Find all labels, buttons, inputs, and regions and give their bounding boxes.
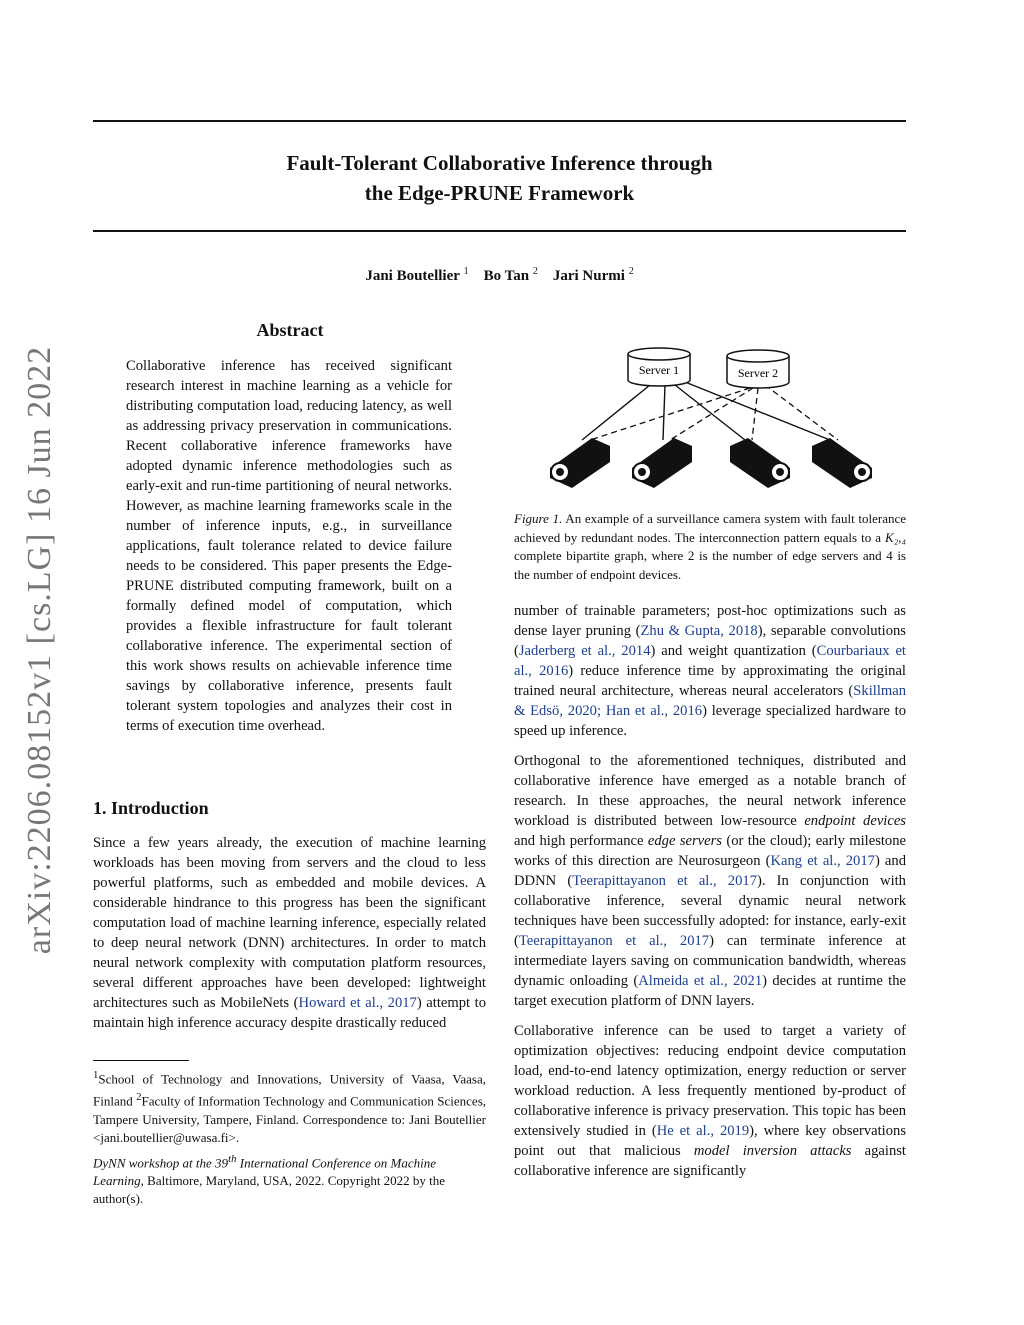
camera-icon bbox=[632, 438, 692, 488]
workshop-note: DyNN workshop at the 39th International Conference on Machine Learning, Baltimore, Maryland, USA, 2022. Copyright 2022 by the author(s). bbox=[93, 1153, 446, 1207]
citation-link[interactable]: He et al., 2019 bbox=[656, 1123, 750, 1139]
bottom-title-rule bbox=[93, 230, 906, 232]
title-line-1: Fault-Tolerant Collaborative Inference through bbox=[286, 151, 713, 175]
citation-link[interactable]: Howard et al., 2017 bbox=[298, 995, 417, 1011]
server2-label: Server 2 bbox=[737, 366, 779, 380]
abstract-heading: Abstract bbox=[256, 320, 324, 340]
author-name: Jari Nurmi bbox=[552, 268, 625, 284]
figure-label: Figure 1. bbox=[514, 511, 563, 526]
figure-surveillance-diagram bbox=[540, 340, 880, 500]
author-name: Bo Tan bbox=[483, 268, 530, 284]
affiliation-footnote: $^1$School of Technology and Innovations, University of Vaasa, Vaasa, Finland $^2$Faculty of Information Technology and Communication Sciences, Tampere University, Tampere, Finland. Correspondence to: Jani Boutellier <jani.boutellier@uwasa.fi>. bbox=[93, 1069, 487, 1145]
math-k24: K₂,₄ bbox=[885, 529, 906, 545]
citation-link[interactable]: Skillman & Edsö, 2020; Han et al., 2016 bbox=[514, 683, 906, 719]
arxiv-stamp: arXiv:2206.08152v1 [cs.LG] 16 Jun 2022 bbox=[21, 345, 58, 955]
camera-icon bbox=[730, 438, 790, 488]
server1-icon bbox=[628, 348, 690, 386]
figure-caption: Figure 1. An example of a surveillance camera system with fault tolerance achieved by redundant nodes. The interconnection pattern equals to a K₂,₄ complete bipartite graph, where 2 is the number of edge servers and 4 is the number of endpoint devices. bbox=[514, 511, 906, 582]
affiliation-mark: 2 bbox=[628, 266, 634, 277]
introduction-body bbox=[93, 833, 486, 1043]
top-rule bbox=[93, 120, 906, 122]
body-paragraph: Orthogonal to the aforementioned techniques, distributed and collaborative inference have emerged as a notable branch of research. In these approaches, the neural network inference workload is distributed between low-resource endpoint devices and high performance edge servers (or the cloud); early milestone works of this direction are Neurosurgeon (Kang et al., 2017) and DDNN (Teerapittayanon et al., 2017). In conjunction with collaborative inference, several dynamic neural network techniques have been successfully adopted: for instance, early-exit (Teerapittayanon et al., 2017) can terminate inference at intermediate layers saving on communication bandwidth, whereas dynamic onloading (Almeida et al., 2021) decides at runtime the target execution platform of DNN layers. bbox=[514, 753, 907, 1009]
section-heading-introduction: 1. Introduction bbox=[93, 798, 209, 818]
right-column-body bbox=[514, 601, 906, 1191]
citation-link[interactable]: Jaderberg et al., 2014 bbox=[518, 643, 651, 659]
title-line-2: the Edge-PRUNE Framework bbox=[364, 181, 635, 205]
author-list bbox=[93, 266, 906, 285]
body-paragraph: Collaborative inference can be used to target a variety of optimization objectives: reducing endpoint device computation load, end-to-end latency optimization, energy reduction or server workload reduction. A less frequently mentioned by-product of collaborative inference is privacy preservation. This topic has been extensively studied in (He et al., 2019), where key observations point out that malicious model inversion attacks against collaborative inference are significantly bbox=[514, 1023, 906, 1179]
citation-link[interactable]: Teerapittayanon et al., 2017 bbox=[518, 933, 710, 949]
server1-label: Server 1 bbox=[638, 363, 680, 377]
abstract-paragraph: Collaborative inference has received significant research interest in machine learning as a vehicle for distributing computation load, reducing latency, as well as addressing privacy preservation in communications. Recent collaborative inference frameworks have adopted dynamic inference methodologies such as early-exit and run-time partitioning of neural networks. However, as machine learning frameworks scale in the number of inference inputs, e.g., in surveillance applications, fault tolerance related to device failure needs to be considered. This paper presents the Edge-PRUNE distributed computing framework, built on a formally defined model of computation, which provides a flexible infrastructure for fault tolerant collaborative inference. The experimental section of this work shows results on achievable inference time savings by collaborative inference, presents fault tolerant system topologies and analyzes their cost in terms of execution time overhead. bbox=[126, 358, 452, 734]
abstract-body bbox=[126, 356, 452, 746]
camera-icon bbox=[550, 438, 610, 488]
affiliation-mark: 2 bbox=[532, 266, 538, 277]
body-paragraph: number of trainable parameters; post-hoc optimizations such as dense layer pruning (Zhu & Gupta, 2018), separable convolutions (Jaderberg et al., 2014) and weight quantization (Courbariaux et al., 2016) reduce inference time by approximating the original trained neural architecture, whereas neural accelerators (Skillman & Edsö, 2020; Han et al., 2016) leverage specialized hardware to speed up inference. bbox=[514, 603, 906, 739]
server2-icon bbox=[727, 350, 789, 388]
camera-icon bbox=[812, 438, 872, 488]
citation-link[interactable]: Zhu & Gupta, 2018 bbox=[640, 623, 758, 639]
author-name: Jani Boutellier bbox=[365, 268, 460, 284]
citation-link[interactable]: Almeida et al., 2021 bbox=[638, 973, 763, 989]
footnote-rule bbox=[93, 1060, 189, 1061]
citation-link[interactable]: Teerapittayanon et al., 2017 bbox=[572, 873, 757, 889]
citation-link[interactable]: Kang et al., 2017 bbox=[770, 853, 875, 869]
server1-links bbox=[582, 382, 830, 440]
affiliation-mark: 1 bbox=[463, 266, 469, 277]
intro-paragraph: Since a few years already, the execution of machine learning workloads has been moving from servers and the cloud to less powerful platforms, such as embedded and mobile devices. A considerable hindrance to this progress has been the significant computation load of machine learning inference, especially related to deep neural network (DNN) architectures. In order to match neural network complexity with computation platform resources, several different approaches have been developed: lightweight architectures such as MobileNets (Howard et al., 2017) attempt to maintain high inference accuracy despite drastically reduced bbox=[93, 835, 486, 1031]
paper-title bbox=[93, 148, 906, 208]
citation-link[interactable]: Courbariaux et al., 2016 bbox=[514, 643, 906, 679]
